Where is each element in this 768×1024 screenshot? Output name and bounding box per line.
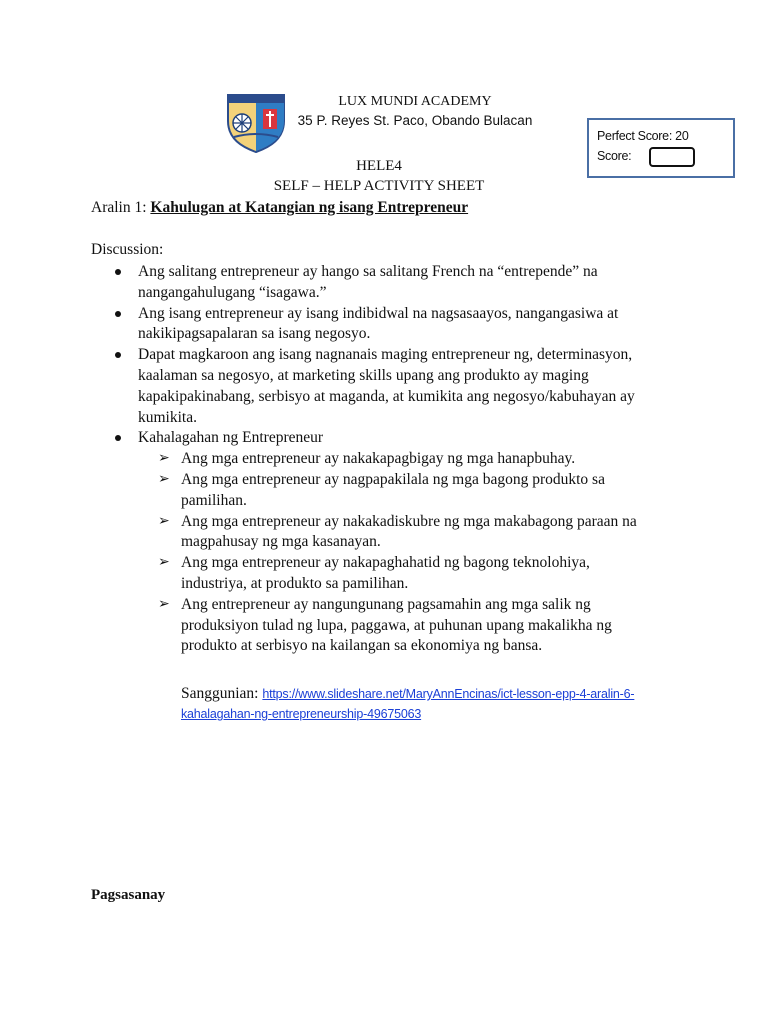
list-item-text: Kahalagahan ng Entrepreneur bbox=[138, 429, 324, 447]
list-item bbox=[0, 428, 658, 449]
score-label: Score: bbox=[597, 149, 632, 163]
pagsasanay-heading: Pagsasanay bbox=[91, 887, 166, 903]
discussion-list bbox=[0, 262, 768, 657]
school-address: 35 P. Reyes St. Paco, Obando Bulacan bbox=[297, 113, 533, 128]
lesson-prefix: Aralin 1: bbox=[91, 199, 151, 216]
list-item-text: Dapat magkaroon ang isang nagnanais maging entrepreneur ng, determinasyon, kaalaman sa negosyo, at marketing skills upang ang produkto ay maging kapakipakinabang, serbisyo at maganda, at kumikita ang negosyo/kabuhayan ay kumikita. bbox=[138, 346, 635, 426]
perfect-score-label: Perfect Score: 20 bbox=[597, 129, 689, 143]
lesson-heading bbox=[91, 199, 468, 217]
arrowhead-icon: ➢ bbox=[158, 555, 170, 571]
school-name: LUX MUNDI ACADEMY bbox=[338, 94, 492, 109]
arrowhead-icon: ➢ bbox=[158, 471, 170, 487]
sub-list-item bbox=[0, 595, 651, 657]
bullet-icon bbox=[115, 269, 121, 275]
discussion-label: Discussion: bbox=[91, 241, 164, 258]
list-item bbox=[0, 304, 670, 346]
sub-list-item bbox=[0, 553, 651, 595]
arrowhead-icon: ➢ bbox=[158, 451, 170, 467]
sub-list-item-text: Ang entrepreneur ay nangungunang pagsamahin ang mga salik ng produksiyon tulad ng lupa, paggawa, at puhunan upang makalikha ng produkto at serbisyo na kailangan sa ekonomiya ng bansa. bbox=[181, 595, 612, 655]
sub-list-item bbox=[0, 512, 681, 554]
sub-list-item bbox=[0, 470, 659, 512]
list-item-text: Ang salitang entrepreneur ay hango sa salitang French na “entrepende” na nangangahulugang “isagawa.” bbox=[138, 263, 598, 301]
list-item bbox=[0, 262, 658, 304]
subject-title: HELE4 bbox=[356, 158, 402, 174]
sub-list-item-text: Ang mga entrepreneur ay nakakapagbigay ng mga hanapbuhay. bbox=[181, 450, 576, 468]
source-link[interactable]: https://www.slideshare.net/MaryAnnEncinas/ict-lesson-epp-4-aralin-6-kahalagahan-ng-entrepreneurship-49675063 bbox=[181, 687, 635, 721]
sub-list-item-text: Ang mga entrepreneur ay nakakadiskubre ng mga makabagong paraan na magpahusay ng mga kasanayan. bbox=[181, 512, 637, 551]
source-label: Sanggunian: bbox=[181, 685, 263, 702]
school-crest-icon bbox=[222, 91, 290, 153]
bullet-icon bbox=[115, 311, 121, 317]
arrowhead-icon: ➢ bbox=[158, 513, 170, 529]
sub-list-item bbox=[0, 449, 651, 470]
bullet-icon bbox=[115, 352, 121, 358]
source-reference bbox=[181, 684, 681, 724]
list-item bbox=[0, 345, 656, 428]
sub-list-item-text: Ang mga entrepreneur ay nakapaghahatid ng bagong teknolohiya, industriya, at produkto sa pamilihan. bbox=[181, 554, 590, 592]
sub-list-item-text: Ang mga entrepreneur ay nagpapakilala ng mga bagong produkto sa pamilihan. bbox=[181, 470, 605, 509]
sheet-title: SELF – HELP ACTIVITY SHEET bbox=[273, 178, 485, 194]
list-item-text: Ang isang entrepreneur ay isang indibidwal na nagsasaayos, nangangasiwa at nakikipagsapalaran sa isang negosyo. bbox=[138, 304, 619, 343]
lesson-title: Kahulugan at Katangian ng isang Entrepreneur bbox=[150, 199, 469, 216]
arrowhead-icon: ➢ bbox=[158, 596, 170, 612]
bullet-icon bbox=[115, 435, 121, 441]
